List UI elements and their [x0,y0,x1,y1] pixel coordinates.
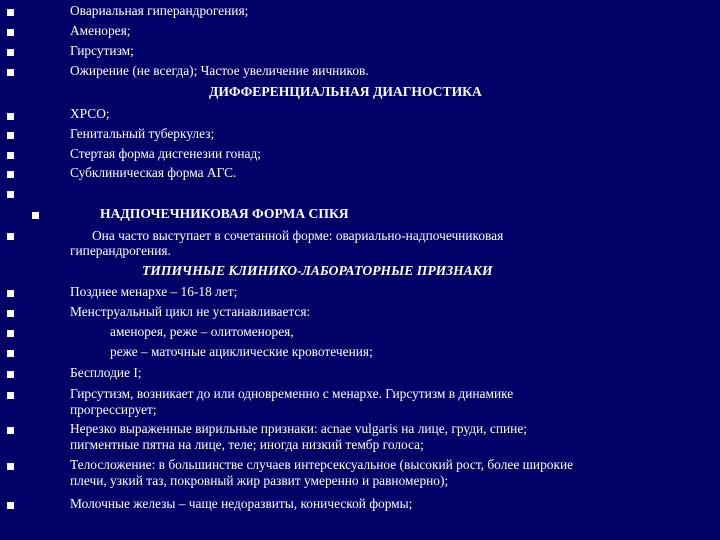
item-amenorrhea-sub: аменорея, реже – олитоменорея, [110,324,294,339]
item-virile-signs-line2: пигментные пятна на лице, теле; иногда низкий тембр голоса; [70,437,424,452]
item-infertility: Бесплодие I; [70,365,142,380]
bullet-6 [7,132,14,139]
bullet-7 [7,152,14,159]
item-bleeding-sub: реже – маточные ациклические кровотечения; [110,344,373,359]
item-combined-form-line2: гиперандрогения. [70,243,171,258]
bullet-5 [7,113,14,120]
bullet-20 [7,502,14,509]
item-gonadal-dysgenesis: Стертая форма дисгенезии гонад; [70,146,261,161]
item-combined-form-line1: Она часто выступает в сочетанной форме: овариально-надпочечниковая [92,228,504,243]
bullet-11 [7,233,14,240]
bullet-16 [7,371,14,378]
bullet-1 [7,9,14,16]
item-body-type-line1: Телосложение: в большинстве случаев интерсексуальное (высокий рост, более широкие [70,457,574,472]
bullet-13 [7,310,14,317]
bullet-19 [7,463,14,470]
item-hrso: ХРСО; [70,106,110,121]
item-amenorrhea: Аменорея; [70,23,131,38]
heading-typical-signs: ТИПИЧНЫЕ КЛИНИКО-ЛАБОРАТОРНЫЕ ПРИЗНАКИ [142,263,493,278]
bullet-15 [7,350,14,357]
item-hirsutism: Гирсутизм; [70,43,134,58]
bullet-12 [7,290,14,297]
item-late-menarche: Позднее менархе – 16-18 лет; [70,284,238,299]
bullet-2 [7,29,14,36]
item-ovarian-hyperandrogenism: Овариальная гиперандрогения; [70,3,249,18]
bullet-14 [7,330,14,337]
bullet-10 [32,212,39,219]
item-genital-tuberculosis: Генитальный туберкулез; [70,126,215,141]
item-hirsutism-dynamics-line2: прогрессирует; [70,402,157,417]
item-menstrual-cycle: Менструальный цикл не устанавливается: [70,304,311,319]
heading-adrenal-form: НАДПОЧЕЧНИКОВАЯ ФОРМА СПКЯ [100,206,349,221]
bullet-17 [7,392,14,399]
bullet-18 [7,427,14,434]
bullet-3 [7,49,14,56]
item-virile-signs-line1: Нерезко выраженные вирильные признаки: acnae vulgaris на лице, груди, спине; [70,421,527,436]
item-mammary-glands: Молочные железы – чаще недоразвиты, конической формы; [70,496,413,511]
item-body-type-line2: плечи, узкий таз, покровный жир развит умеренно и равномерно); [70,473,449,488]
bullet-9 [7,191,14,198]
item-subclinical-ags: Субклиническая форма АГС. [70,165,237,180]
item-obesity: Ожирение (не всегда); Частое увеличение яичников. [70,63,369,78]
bullet-8 [7,171,14,178]
item-hirsutism-dynamics-line1: Гирсутизм, возникает до или одновременно с менархе. Гирсутизм в динамике [70,386,514,401]
heading-differential-diagnosis: ДИФФЕРЕНЦИАЛЬНАЯ ДИАГНОСТИКА [209,84,482,99]
bullet-4 [7,69,14,76]
